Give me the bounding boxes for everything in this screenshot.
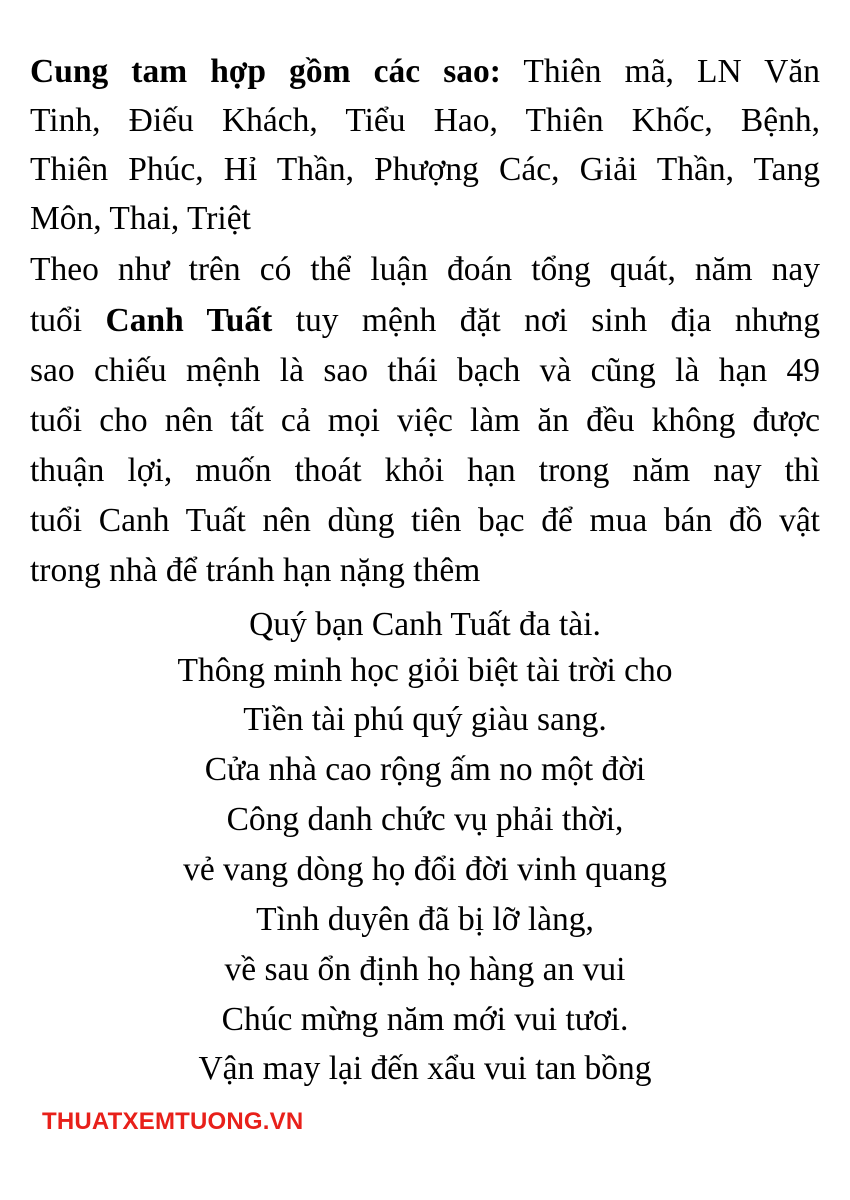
prose-line-1 (30, 47, 820, 97)
poem-line-5: Công danh chức vụ phải thời, (226, 801, 624, 838)
prose-line-6-post: tuy mệnh đặt nơi sinh địa nhưng (272, 302, 820, 339)
prose-line-5: Theo như trên có thể luận đoán tổng quát, năm nay (30, 251, 820, 288)
prose-heading-bold: Cung tam hợp gồm các sao: (30, 53, 501, 90)
prose-line-3: Thiên Phúc, Hỉ Thần, Phượng Các, Giải Thần, Tang (30, 151, 820, 188)
poem-line-1: Quý bạn Canh Tuất đa tài. (249, 606, 601, 643)
prose-line-1-rest: Thiên mã, LN Văn (500, 53, 820, 90)
prose-line-8: tuổi cho nên tất cả mọi việc làm ăn đều không được (30, 402, 820, 439)
prose-line-4: Môn, Thai, Triệt (30, 200, 251, 237)
poem-line-8: về sau ổn định họ hàng an vui (224, 951, 626, 988)
poem-line-9: Chúc mừng năm mới vui tươi. (221, 1001, 629, 1038)
poem-line-2: Thông minh học giỏi biệt tài trời cho (177, 652, 673, 689)
prose-line-9: thuận lợi, muốn thoát khỏi hạn trong năm nay thì (30, 452, 820, 489)
poem-line-6: vẻ vang dòng họ đổi đời vinh quang (183, 851, 667, 888)
poem-line-7: Tình duyên đã bị lỡ làng, (256, 901, 594, 938)
poem-line-3: Tiền tài phú quý giàu sang. (243, 701, 607, 738)
site-watermark: THUATXEMTUONG.VN (42, 1108, 304, 1135)
prose-line-10: tuổi Canh Tuất nên dùng tiên bạc để mua bán đồ vật (30, 502, 820, 539)
prose-line-6-pre: tuổi (30, 302, 106, 339)
prose-line-11: trong nhà để tránh hạn nặng thêm (30, 552, 481, 589)
prose-line-6 (30, 296, 820, 346)
poem-line-4: Cửa nhà cao rộng ấm no một đời (204, 751, 646, 788)
prose-line-7: sao chiếu mệnh là sao thái bạch và cũng là hạn 49 (30, 352, 820, 389)
prose-name-bold: Canh Tuất (105, 302, 273, 339)
poem-line-10: Vận may lại đến xẩu vui tan bồng (198, 1050, 652, 1087)
prose-line-2: Tinh, Điếu Khách, Tiểu Hao, Thiên Khốc, Bệnh, (30, 102, 820, 139)
